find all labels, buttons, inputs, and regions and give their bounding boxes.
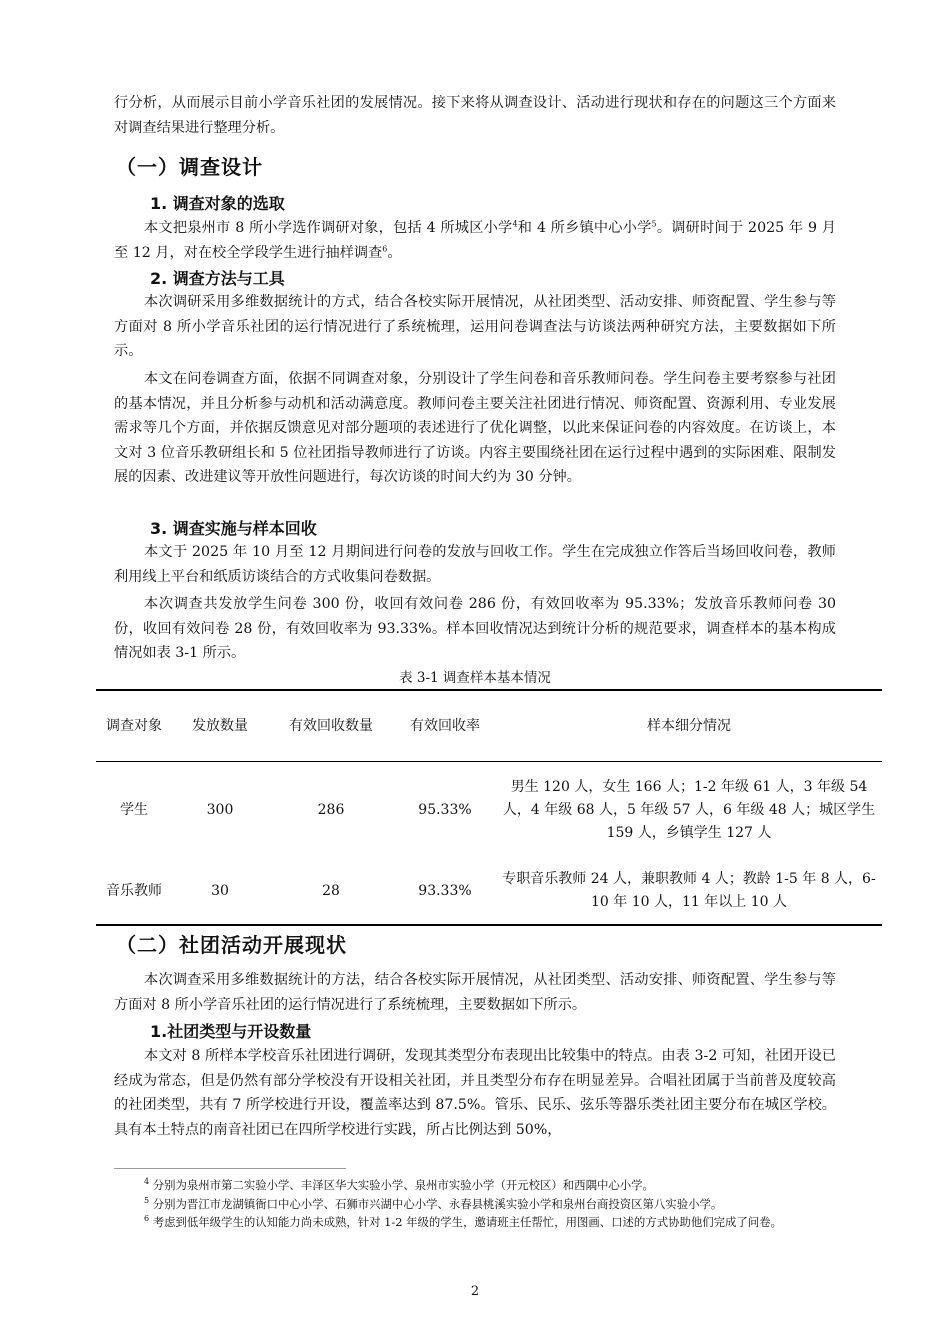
paragraph-implementation-1: 本文于 2025 年 10 月至 12 月期间进行问卷的发放与回收工作。学生在完成独立作答后当场回收问卷，教师利用线上平台和纸质访谈结合的方式收集问卷数据。 — [114, 544, 836, 585]
paragraph-methods-2: 本文在问卷调查方面，依据不同调查对象，分别设计了学生问卷和音乐教师问卷。学生问卷主要考察参与社团的基本情况，并且分析参与动机和活动满意度。教师问卷主要关注社团进行情况、师资配置、资源利用、专业发展需求等几个方面，并依据反馈意见对部分题项的表述进行了优化调整，以此来保证问卷的内容效度。在访谈上，本文对 3 位音乐教研组长和 5 位社团指导教师进行了访谈。内容主要围绕社团在运行过程中遇到的实际困难、限制发展的因素、改进建议等开放性问题进行，每次访谈的时间大约为 30 分钟。 — [114, 371, 836, 485]
cell-detail: 男生 120 人，女生 166 人；1-2 年级 61 人，3 年级 54 人，4 年级 68 人，5 年级 57 人，6 年级 48 人；城区学生 159 人，乡镇学生 127 人 — [502, 778, 876, 841]
footnote: $^4$ 分别为泉州市第二实验小学、丰泽区华大实验小学、泉州市实验小学（开元校区）和西隅中心小学。 — [144, 1177, 654, 1192]
paragraph-club-types: 本文对 8 所样本学校音乐社团进行调研，发现其类型分布表现出比较集中的特点。由表 3-2 可知，社团开设已经成为常态，但是仍然有部分学校没有开设相关社团，并且类型分布存在明显差异。合唱社团属于当前普及度较高的社团类型，共有 7 所学校进行开设，覆盖率达到 87.5%。管乐、民乐、弦乐等器乐类社团主要分布在城区学校。具有本土特点的南音社团已在四所学校进行实践，所占比例达到 50%， — [114, 1048, 836, 1138]
header-issued: 发放数量 — [192, 718, 248, 734]
header-valid-returned: 有效回收数量 — [289, 718, 373, 734]
subheading-survey-implementation: 3. 调查实施与样本回收 — [150, 519, 317, 538]
footnote: $^5$ 分别为晋江市龙湖镇衙口中心小学、石狮市兴湖中心小学、永春县桃溪实验小学和泉州台商投资区第八实验小学。 — [144, 1195, 723, 1211]
paragraph-implementation-2: 本次调查共发放学生问卷 300 份，收回有效问卷 286 份，有效回收率为 95.33%；发放音乐教师问卷 30 份，收回有效问卷 28 份，有效回收率为 93.33%。样本回收情况达到统计分析的规范要求，调查样本的基本构成情况如表 3-1 所示。 — [114, 596, 836, 661]
page-number: 2 — [470, 1284, 480, 1299]
cell-valid-rate: 93.33% — [418, 882, 472, 899]
cell-valid-rate: 95.33% — [418, 801, 472, 818]
section-heading-survey-design: （一）调查设计 — [116, 155, 263, 179]
footnote-ref-4: 4 — [512, 219, 518, 229]
table-row — [96, 762, 882, 859]
header-subject: 调查对象 — [106, 718, 162, 734]
footnote-ref-6: 6 — [382, 243, 388, 253]
table-caption: 表 3-1 调查样本基本情况 — [399, 670, 551, 686]
intro-paragraph: 行分析，从而展示目前小学音乐社团的发展情况。接下来将从调查设计、活动进行现状和存在的问题这三个方面来对调查结果进行整理分析。 — [114, 95, 836, 136]
section-heading-activity-status: （二）社团活动开展现状 — [116, 933, 347, 957]
paragraph-survey-objects: 本文把泉州市 8 所小学选作调研对象，包括 4 所城区小学$^4$和 4 所乡镇中心小学$^5$。调研时间于 2025 年 9 月至 12 月，对在校全学段学生进行抽样调查$^6$。 — [114, 219, 836, 261]
cell-subject: 学生 — [120, 801, 148, 818]
cell-issued: 300 — [206, 801, 234, 818]
footnote-divider — [114, 1168, 346, 1169]
footnote: $^6$ 考虑到低年级学生的认知能力尚未成熟，针对 1-2 年级的学生，邀请班主任帮忙，用图画、口述的方式协助他们完成了问卷。 — [144, 1214, 783, 1229]
subheading-survey-methods: 2. 调查方法与工具 — [150, 269, 285, 288]
paragraph-activity-status: 本次调查采用多维数据统计的方法，结合各校实际开展情况，从社团类型、活动安排、师资配置、学生参与等方面对 8 所小学音乐社团的运行情况进行了系统梳理，主要数据如下所示。 — [114, 972, 836, 1013]
table-header-row — [96, 690, 882, 762]
subheading-survey-objects: 1. 调查对象的选取 — [150, 194, 285, 213]
cell-subject: 音乐教师 — [106, 882, 162, 899]
cell-issued: 30 — [211, 882, 229, 899]
footnote-ref-5: 5 — [651, 219, 657, 229]
header-valid-rate: 有效回收率 — [410, 718, 480, 734]
footnotes — [114, 1176, 840, 1232]
table-row — [96, 858, 882, 925]
cell-valid-returned: 28 — [322, 882, 340, 899]
paragraph-methods-1: 本次调研采用多维数据统计的方式，结合各校实际开展情况，从社团类型、活动安排、师资配置、学生参与等方面对 8 所小学音乐社团的运行情况进行了系统梳理，运用问卷调查法与访谈法两种研究方法，主要数据如下所示。 — [114, 294, 836, 359]
cell-detail: 专职音乐教师 24 人，兼职教师 4 人；教龄 1-5 年 8 人，6-10 年 10 人，11 年以上 10 人 — [502, 871, 876, 910]
subheading-club-types: 1.社团类型与开设数量 — [150, 1022, 312, 1041]
header-detail: 样本细分情况 — [647, 718, 731, 734]
sample-table — [96, 689, 882, 926]
cell-valid-returned: 286 — [317, 801, 345, 818]
